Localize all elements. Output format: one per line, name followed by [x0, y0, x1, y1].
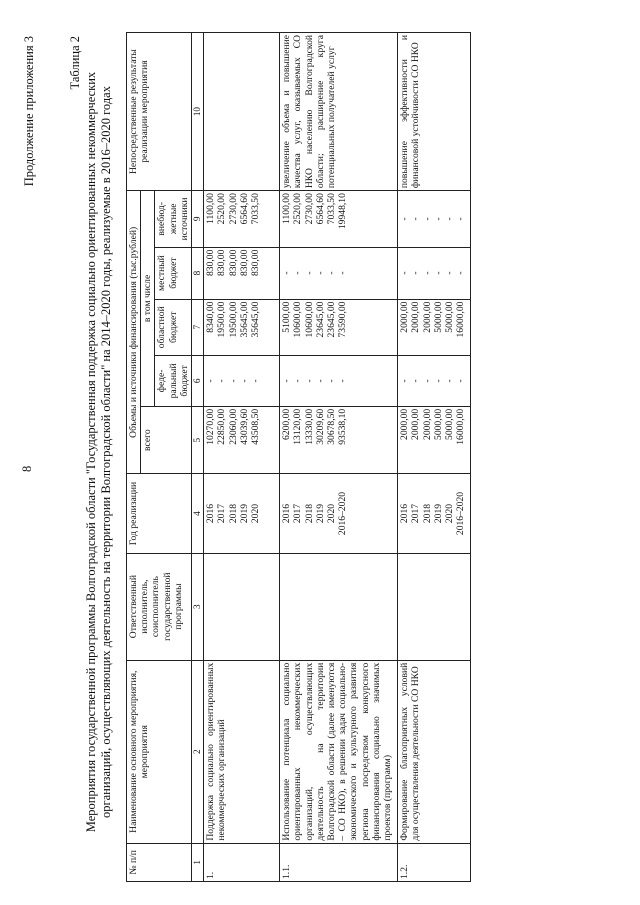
row-total-value: 2000,00 [410, 408, 422, 440]
column-number-7: 7 [192, 299, 204, 355]
row-regional-value: 5000,00 [432, 301, 444, 333]
row-local-value: - [326, 271, 338, 275]
row-federal-value: - [432, 379, 444, 383]
row-local-value: - [455, 271, 467, 275]
row-years-value: 2019 [238, 503, 250, 524]
row-years-value: 2018 [303, 503, 315, 524]
row-total-value: 5000,00 [432, 408, 444, 440]
row-federal-value: - [292, 379, 304, 383]
row-federal-value: - [314, 379, 326, 383]
row-regional-value: 2000,00 [410, 301, 422, 333]
row-extra-value: - [455, 217, 467, 221]
row-years-value: 2020 [250, 503, 262, 524]
row-regional-value: 19500,00 [227, 301, 239, 338]
row-regional [204, 299, 280, 355]
row-total-value: 2000,00 [399, 408, 411, 440]
row-total-value: 93538,10 [337, 408, 349, 445]
row-total-value: 43039,60 [238, 408, 250, 445]
row-total [280, 406, 398, 474]
table-label: Таблица 2 [68, 36, 82, 90]
row-name: Использование потенциала социально ориентированных некоммерческих организаций, осуществляющих деятельность на территории Волгоградской области (далее именуются – СО НКО), в решении задач социально-экономического и культурного развития региона посредством конкурсного финансирования социально значимых проектов (программ) [280, 660, 398, 843]
row-local-value: - [314, 271, 326, 275]
row-total-value: 30209,60 [314, 408, 326, 445]
measures-table [126, 32, 471, 882]
row-regional-value: 73590,00 [337, 301, 349, 338]
row-federal-value: - [421, 379, 433, 383]
row-local-value: - [292, 271, 304, 275]
row-local-value: - [281, 271, 293, 275]
header-federal: феде-ральный бюджет [155, 355, 192, 406]
row-regional-value: 10600,00 [303, 301, 315, 338]
row-federal [280, 355, 398, 406]
row-local-value: - [421, 271, 433, 275]
row-extra-value: 6564,60 [314, 193, 326, 225]
row-result [204, 33, 280, 191]
header-including: в том числе [141, 191, 155, 407]
header-results: Непосредственные результаты реализации мероприятия [127, 33, 192, 191]
column-number-6: 6 [192, 355, 204, 406]
row-years-value: 2017 [216, 503, 228, 524]
row-federal-value: - [455, 379, 467, 383]
row-federal [398, 355, 471, 406]
row-regional-value: 8340,00 [205, 301, 217, 333]
row-extra-value: 7033,50 [250, 193, 262, 225]
row-federal-value: - [238, 379, 250, 383]
row-federal-value: - [205, 379, 217, 383]
row-local [398, 247, 471, 299]
row-extra-value: 1100,00 [205, 193, 217, 224]
row-local-value: 830,00 [250, 249, 262, 276]
row-years [204, 474, 280, 553]
column-number-3: 3 [192, 553, 204, 660]
row-extra-value: 2520,00 [292, 193, 304, 225]
row-extra-value: 7033,50 [326, 193, 338, 225]
row-extra-value: - [421, 217, 433, 221]
row-number: 1.1. [280, 843, 398, 881]
row-total-value: 23060,00 [227, 408, 239, 445]
row-regional-value: 35645,00 [250, 301, 262, 338]
row-regional-value: 10600,00 [292, 301, 304, 338]
row-extra-value: - [444, 217, 456, 221]
row-years [280, 474, 398, 553]
row-federal-value: - [281, 379, 293, 383]
row-extra-value: 2730,00 [303, 193, 315, 225]
row-executor [280, 553, 398, 660]
row-years-value: 2016–2020 [337, 491, 349, 536]
header-executor: Ответственный исполнитель, соисполнитель государственной программы [127, 553, 192, 660]
row-local-value: 830,00 [205, 249, 217, 276]
row-years-value: 2020 [326, 503, 338, 524]
row-federal-value: - [250, 379, 262, 383]
row-total-value: 13120,00 [292, 408, 304, 445]
row-extra-value: 1100,00 [281, 193, 293, 224]
column-number-2: 2 [192, 660, 204, 843]
row-years-value: 2020 [444, 503, 456, 524]
row-regional-value: 5100,00 [281, 301, 293, 333]
row-local-value: - [410, 271, 422, 275]
table-body [204, 33, 471, 882]
row-extra-value: 6564,60 [238, 193, 250, 225]
row-extra-value: - [410, 217, 422, 221]
header-total: всего [141, 406, 192, 474]
row-extra-value: - [432, 217, 444, 221]
row-federal-value: - [326, 379, 338, 383]
row-regional-value: 2000,00 [421, 301, 433, 333]
table-row [204, 33, 280, 882]
row-extra [204, 191, 280, 247]
row-regional-value: 5000,00 [444, 301, 456, 333]
row-total-value: 6200,00 [281, 408, 293, 440]
row-local-value: - [444, 271, 456, 275]
header-year: Год реализации [127, 474, 192, 553]
row-years-value: 2017 [292, 503, 304, 524]
row-regional-value: 19500,00 [216, 301, 228, 338]
row-total-value: 16000,00 [455, 408, 467, 445]
column-number-5: 5 [192, 406, 204, 474]
row-years-value: 2016–2020 [455, 491, 467, 536]
row-total-value: 2000,00 [421, 408, 433, 440]
row-total-value: 30678,50 [326, 408, 338, 445]
row-number: 1. [204, 843, 280, 881]
row-local [204, 247, 280, 299]
row-total-value: 13330,00 [303, 408, 315, 445]
table-row [280, 33, 398, 882]
header-num: № п/п [127, 843, 192, 881]
row-federal-value: - [410, 379, 422, 383]
continuation-label: Продолжение приложения 3 [22, 36, 36, 187]
row-federal-value: - [399, 379, 411, 383]
row-total-value: 10270,00 [205, 408, 217, 445]
header-local: местный бюджет [155, 247, 192, 299]
row-total [204, 406, 280, 474]
row-regional-value: 2000,00 [399, 301, 411, 333]
row-executor [398, 553, 471, 660]
row-regional [398, 299, 471, 355]
row-federal-value: - [444, 379, 456, 383]
document-title: Мероприятия государственной программы Волгоградской области "Государственная поддержка социально ориентированных некоммерческих организаций, осуществляющих деятельность на территории Волгоградской области" на 2014–2020 годы, реализуемые в 2016–2020 годах [84, 71, 113, 833]
row-local-value: - [399, 271, 411, 275]
row-extra [280, 191, 398, 247]
header-name: Наименование основного мероприятия, мероприятия [127, 660, 192, 843]
row-regional-value: 23645,00 [326, 301, 338, 338]
row-name: Поддержка социально ориентированных некоммерческих организаций [204, 660, 280, 843]
row-extra-value: - [399, 217, 411, 221]
row-local [280, 247, 398, 299]
row-local-value: 830,00 [238, 249, 250, 276]
row-result: повышение эффективности и финансовой устойчивости СО НКО [398, 33, 471, 191]
column-numbers-row [192, 33, 204, 882]
row-local-value: - [337, 271, 349, 275]
row-years-value: 2016 [281, 503, 293, 524]
header-regional: областной бюджет [155, 299, 192, 355]
row-total [398, 406, 471, 474]
row-years-value: 2016 [399, 503, 411, 524]
row-total-value: 5000,00 [444, 408, 456, 440]
row-executor [204, 553, 280, 660]
row-years-value: 2019 [314, 503, 326, 524]
header-extra: внебюд-жетные источники [155, 191, 192, 247]
column-number-10: 10 [192, 33, 204, 191]
row-local-value: - [432, 271, 444, 275]
row-number: 1.2. [398, 843, 471, 881]
column-number-1: 1 [192, 843, 204, 881]
row-regional-value: 35645,00 [238, 301, 250, 338]
row-local-value: 830,00 [227, 249, 239, 276]
row-result: увеличение объема и повышение качества услуг, оказываемых СО НКО населению Волгоградской области; расширение круга потенциальных получателей услуг [280, 33, 398, 191]
row-extra-value: 2520,00 [216, 193, 228, 225]
row-regional-value: 23645,00 [314, 301, 326, 338]
row-years-value: 2019 [432, 503, 444, 524]
header-funding: Объемы и источники финансирования (тыс.рублей) [127, 191, 141, 474]
row-years-value: 2017 [410, 503, 422, 524]
column-number-9: 9 [192, 191, 204, 247]
row-regional-value: 16000,00 [455, 301, 467, 338]
table-row [398, 33, 471, 882]
row-total-value: 22850,00 [216, 408, 228, 445]
row-federal-value: - [337, 379, 349, 383]
row-name: Формирование благоприятных условий для осуществления деятельности СО НКО [398, 660, 471, 843]
row-local-value: - [303, 271, 315, 275]
column-number-8: 8 [192, 247, 204, 299]
row-extra-value: 19948,10 [337, 193, 349, 230]
row-federal-value: - [303, 379, 315, 383]
row-local-value: 830,00 [216, 249, 228, 276]
row-federal-value: - [227, 379, 239, 383]
row-years [398, 474, 471, 553]
row-regional [280, 299, 398, 355]
column-number-4: 4 [192, 474, 204, 553]
row-extra-value: 2730,00 [227, 193, 239, 225]
row-years-value: 2018 [421, 503, 433, 524]
rotated-page-content [14, 28, 634, 888]
row-years-value: 2018 [227, 503, 239, 524]
row-total-value: 43508,50 [250, 408, 262, 445]
row-years-value: 2016 [205, 503, 217, 524]
page-number: 8 [20, 465, 34, 472]
header-row-1 [127, 33, 141, 882]
row-federal-value: - [216, 379, 228, 383]
row-federal [204, 355, 280, 406]
row-extra [398, 191, 471, 247]
